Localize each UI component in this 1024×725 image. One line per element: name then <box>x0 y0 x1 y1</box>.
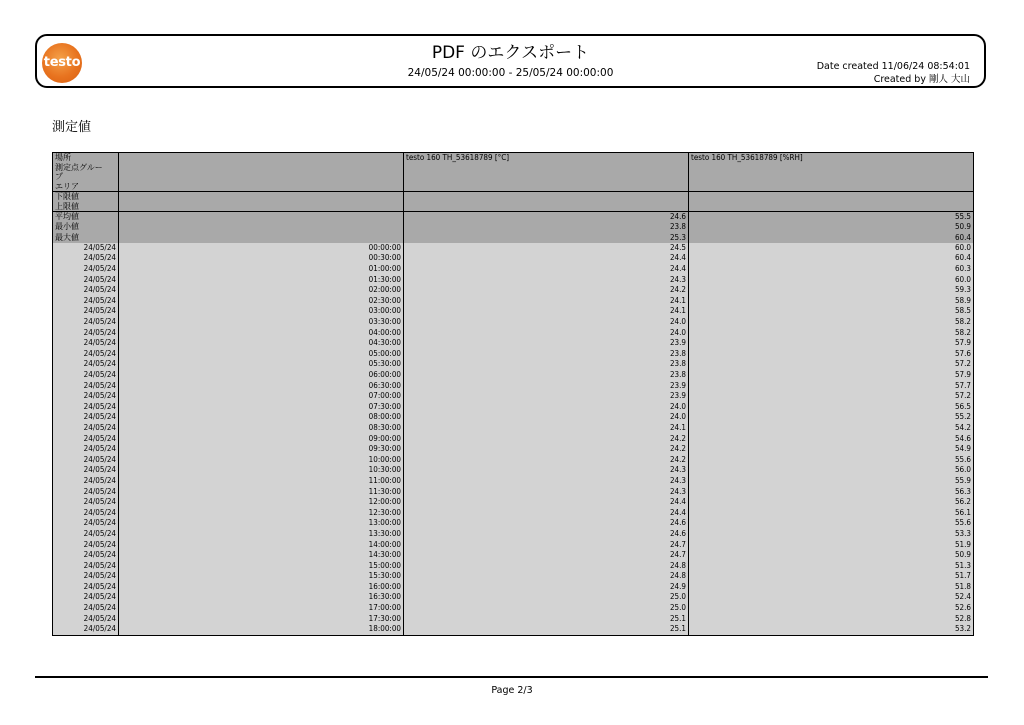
cell-date: 24/05/24 <box>53 423 119 434</box>
cell-hum: 57.2 <box>689 359 974 370</box>
cell-hum: 55.2 <box>689 412 974 423</box>
table-row <box>53 349 974 360</box>
table-row <box>53 264 974 275</box>
cell-date: 24/05/24 <box>53 338 119 349</box>
cell-time: 08:30:00 <box>119 423 404 434</box>
cell-temp: 24.2 <box>404 285 689 296</box>
limit-labels-cell <box>53 192 119 212</box>
cell-time: 13:30:00 <box>119 529 404 540</box>
cell-hum: 52.8 <box>689 614 974 625</box>
cell-date: 24/05/24 <box>53 328 119 339</box>
cell-temp: 25.1 <box>404 624 689 635</box>
cell-temp: 23.8 <box>404 370 689 381</box>
table-header-row <box>53 153 974 192</box>
cell-date: 24/05/24 <box>53 476 119 487</box>
cell-hum: 55.9 <box>689 476 974 487</box>
cell-date: 24/05/24 <box>53 412 119 423</box>
cell-time: 13:00:00 <box>119 518 404 529</box>
cell-time: 17:00:00 <box>119 603 404 614</box>
cell-hum: 56.3 <box>689 487 974 498</box>
cell-hum: 51.7 <box>689 571 974 582</box>
cell-hum: 51.9 <box>689 540 974 551</box>
cell-date: 24/05/24 <box>53 624 119 635</box>
cell-time: 10:00:00 <box>119 455 404 466</box>
cell-time: 14:30:00 <box>119 550 404 561</box>
table-row <box>53 508 974 519</box>
cell-date: 24/05/24 <box>53 359 119 370</box>
cell-time: 01:00:00 <box>119 264 404 275</box>
table-row <box>53 497 974 508</box>
label-group-cont: プ <box>55 172 63 181</box>
header-hum-cell: testo 160 TH_53618789 [%RH] <box>689 153 974 192</box>
cell-date: 24/05/24 <box>53 444 119 455</box>
cell-temp: 24.3 <box>404 465 689 476</box>
table-row <box>53 370 974 381</box>
cell-temp: 24.7 <box>404 540 689 551</box>
cell-time: 00:00:00 <box>119 243 404 254</box>
cell-time: 06:00:00 <box>119 370 404 381</box>
cell-date: 24/05/24 <box>53 296 119 307</box>
label-area: エリア <box>55 181 79 191</box>
table-row <box>53 434 974 445</box>
limit-empty-cell <box>119 192 404 212</box>
table-row <box>53 402 974 413</box>
cell-date: 24/05/24 <box>53 540 119 551</box>
cell-time: 11:00:00 <box>119 476 404 487</box>
cell-time: 05:30:00 <box>119 359 404 370</box>
cell-temp: 23.9 <box>404 391 689 402</box>
cell-hum: 59.3 <box>689 285 974 296</box>
label-average: 平均値 <box>55 212 79 221</box>
hum-maximum: 60.4 <box>954 232 971 242</box>
stats-row <box>53 212 974 243</box>
cell-time: 09:30:00 <box>119 444 404 455</box>
cell-time: 16:00:00 <box>119 582 404 593</box>
cell-temp: 24.8 <box>404 571 689 582</box>
cell-temp: 23.9 <box>404 338 689 349</box>
table-row <box>53 550 974 561</box>
cell-hum: 58.2 <box>689 328 974 339</box>
cell-temp: 24.4 <box>404 497 689 508</box>
cell-temp: 24.3 <box>404 487 689 498</box>
cell-date: 24/05/24 <box>53 518 119 529</box>
cell-date: 24/05/24 <box>53 381 119 392</box>
cell-date: 24/05/24 <box>53 561 119 572</box>
cell-hum: 57.9 <box>689 338 974 349</box>
stats-hum-cell <box>689 212 974 243</box>
label-location: 場所 <box>55 153 71 162</box>
stats-labels-cell <box>53 212 119 243</box>
cell-time: 02:00:00 <box>119 285 404 296</box>
date-range: 24/05/24 00:00:00 - 25/05/24 00:00:00 <box>407 67 614 79</box>
hum-average: 55.5 <box>954 212 971 221</box>
date-created: Date created 11/06/24 08:54:01 <box>816 61 970 72</box>
cell-hum: 52.4 <box>689 592 974 603</box>
cell-date: 24/05/24 <box>53 487 119 498</box>
cell-temp: 24.2 <box>404 434 689 445</box>
cell-date: 24/05/24 <box>53 243 119 254</box>
cell-hum: 56.0 <box>689 465 974 476</box>
temp-minimum: 23.8 <box>669 222 686 232</box>
cell-hum: 55.6 <box>689 518 974 529</box>
cell-time: 07:30:00 <box>119 402 404 413</box>
table-row <box>53 465 974 476</box>
table-row <box>53 518 974 529</box>
created-by: Created by 剛人 大山 <box>873 74 970 85</box>
cell-temp: 24.7 <box>404 550 689 561</box>
table-row <box>53 444 974 455</box>
cell-hum: 58.5 <box>689 306 974 317</box>
cell-temp: 24.2 <box>404 444 689 455</box>
table-row <box>53 476 974 487</box>
cell-hum: 53.2 <box>689 624 974 635</box>
cell-date: 24/05/24 <box>53 529 119 540</box>
cell-hum: 56.5 <box>689 402 974 413</box>
table-row <box>53 561 974 572</box>
table-row <box>53 529 974 540</box>
cell-time: 04:00:00 <box>119 328 404 339</box>
limits-row <box>53 192 974 212</box>
cell-hum: 58.2 <box>689 317 974 328</box>
cell-temp: 24.9 <box>404 582 689 593</box>
cell-date: 24/05/24 <box>53 571 119 582</box>
cell-temp: 25.1 <box>404 614 689 625</box>
cell-temp: 24.0 <box>404 412 689 423</box>
table-row <box>53 455 974 466</box>
table-row <box>53 571 974 582</box>
report-meta <box>817 60 970 86</box>
cell-time: 12:30:00 <box>119 508 404 519</box>
table-row <box>53 338 974 349</box>
cell-time: 03:30:00 <box>119 317 404 328</box>
cell-temp: 24.6 <box>404 529 689 540</box>
cell-date: 24/05/24 <box>53 550 119 561</box>
cell-temp: 23.8 <box>404 359 689 370</box>
table-row <box>53 582 974 593</box>
cell-temp: 23.8 <box>404 349 689 360</box>
table-row <box>53 359 974 370</box>
cell-temp: 24.0 <box>404 402 689 413</box>
cell-hum: 51.8 <box>689 582 974 593</box>
measurement-table <box>52 152 974 636</box>
cell-date: 24/05/24 <box>53 264 119 275</box>
stats-empty-cell <box>119 212 404 243</box>
cell-temp: 24.1 <box>404 296 689 307</box>
table-row <box>53 285 974 296</box>
cell-hum: 60.3 <box>689 264 974 275</box>
cell-date: 24/05/24 <box>53 455 119 466</box>
limit-hum-cell <box>689 192 974 212</box>
cell-hum: 55.6 <box>689 455 974 466</box>
cell-time: 10:30:00 <box>119 465 404 476</box>
cell-temp: 24.0 <box>404 317 689 328</box>
cell-time: 15:30:00 <box>119 571 404 582</box>
cell-temp: 24.3 <box>404 476 689 487</box>
table-row <box>53 296 974 307</box>
header-temp-cell: testo 160 TH_53618789 [°C] <box>404 153 689 192</box>
cell-temp: 24.1 <box>404 423 689 434</box>
cell-temp: 24.6 <box>404 518 689 529</box>
cell-date: 24/05/24 <box>53 497 119 508</box>
label-upper-limit: 上限値 <box>55 201 79 211</box>
header-labels-cell <box>53 153 119 192</box>
label-minimum: 最小値 <box>55 222 79 232</box>
cell-temp: 25.0 <box>404 603 689 614</box>
page-number: Page 2/3 <box>491 685 533 696</box>
cell-hum: 57.6 <box>689 349 974 360</box>
stats-temp-cell <box>404 212 689 243</box>
table-row <box>53 243 974 254</box>
cell-time: 17:30:00 <box>119 614 404 625</box>
cell-date: 24/05/24 <box>53 402 119 413</box>
cell-date: 24/05/24 <box>53 582 119 593</box>
cell-time: 15:00:00 <box>119 561 404 572</box>
cell-time: 05:00:00 <box>119 349 404 360</box>
label-lower-limit: 下限値 <box>55 192 79 201</box>
cell-time: 18:00:00 <box>119 624 404 635</box>
document-title: PDF のエクスポート <box>431 43 590 63</box>
table-row <box>53 306 974 317</box>
cell-time: 12:00:00 <box>119 497 404 508</box>
cell-time: 08:00:00 <box>119 412 404 423</box>
cell-date: 24/05/24 <box>53 253 119 264</box>
cell-time: 11:30:00 <box>119 487 404 498</box>
cell-temp: 23.9 <box>404 381 689 392</box>
table-row <box>53 253 974 264</box>
table-row <box>53 540 974 551</box>
cell-hum: 52.6 <box>689 603 974 614</box>
cell-date: 24/05/24 <box>53 465 119 476</box>
cell-time: 09:00:00 <box>119 434 404 445</box>
table-row <box>53 412 974 423</box>
cell-time: 07:00:00 <box>119 391 404 402</box>
cell-hum: 60.0 <box>689 275 974 286</box>
footer-divider <box>35 676 988 678</box>
cell-time: 16:30:00 <box>119 592 404 603</box>
cell-hum: 51.3 <box>689 561 974 572</box>
cell-date: 24/05/24 <box>53 275 119 286</box>
cell-date: 24/05/24 <box>53 306 119 317</box>
cell-hum: 56.1 <box>689 508 974 519</box>
cell-date: 24/05/24 <box>53 508 119 519</box>
section-title: 測定値 <box>52 120 92 135</box>
cell-time: 02:30:00 <box>119 296 404 307</box>
cell-temp: 24.1 <box>404 306 689 317</box>
table-row <box>53 275 974 286</box>
table-row <box>53 592 974 603</box>
cell-date: 24/05/24 <box>53 317 119 328</box>
cell-hum: 57.9 <box>689 370 974 381</box>
limit-temp-cell <box>404 192 689 212</box>
table-row <box>53 603 974 614</box>
cell-hum: 57.2 <box>689 391 974 402</box>
table-row <box>53 317 974 328</box>
cell-time: 14:00:00 <box>119 540 404 551</box>
report-header <box>35 34 986 88</box>
cell-hum: 50.9 <box>689 550 974 561</box>
cell-date: 24/05/24 <box>53 391 119 402</box>
cell-hum: 53.3 <box>689 529 974 540</box>
cell-date: 24/05/24 <box>53 370 119 381</box>
table-row <box>53 381 974 392</box>
cell-time: 04:30:00 <box>119 338 404 349</box>
cell-hum: 60.4 <box>689 253 974 264</box>
cell-temp: 24.2 <box>404 455 689 466</box>
cell-time: 06:30:00 <box>119 381 404 392</box>
cell-date: 24/05/24 <box>53 614 119 625</box>
cell-date: 24/05/24 <box>53 349 119 360</box>
cell-hum: 57.7 <box>689 381 974 392</box>
cell-temp: 24.3 <box>404 275 689 286</box>
cell-hum: 56.2 <box>689 497 974 508</box>
table-row <box>53 328 974 339</box>
cell-temp: 24.4 <box>404 508 689 519</box>
cell-date: 24/05/24 <box>53 592 119 603</box>
temp-average: 24.6 <box>669 212 686 221</box>
cell-temp: 24.0 <box>404 328 689 339</box>
cell-hum: 60.0 <box>689 243 974 254</box>
cell-hum: 54.2 <box>689 423 974 434</box>
cell-temp: 24.4 <box>404 253 689 264</box>
label-group: 測定点グルー <box>55 162 103 172</box>
cell-temp: 24.4 <box>404 264 689 275</box>
cell-temp: 25.0 <box>404 592 689 603</box>
table-row <box>53 614 974 625</box>
cell-temp: 24.8 <box>404 561 689 572</box>
cell-hum: 54.9 <box>689 444 974 455</box>
table-row <box>53 624 974 635</box>
header-empty-cell <box>119 153 404 192</box>
cell-date: 24/05/24 <box>53 603 119 614</box>
cell-time: 01:30:00 <box>119 275 404 286</box>
cell-time: 00:30:00 <box>119 253 404 264</box>
cell-hum: 54.6 <box>689 434 974 445</box>
label-maximum: 最大値 <box>55 232 79 242</box>
cell-date: 24/05/24 <box>53 434 119 445</box>
table-row <box>53 391 974 402</box>
logo-text: testo <box>43 55 81 70</box>
table-row <box>53 487 974 498</box>
table-row <box>53 423 974 434</box>
cell-temp: 24.5 <box>404 243 689 254</box>
cell-hum: 58.9 <box>689 296 974 307</box>
temp-maximum: 25.3 <box>669 232 686 242</box>
hum-minimum: 50.9 <box>954 222 971 232</box>
cell-date: 24/05/24 <box>53 285 119 296</box>
cell-time: 03:00:00 <box>119 306 404 317</box>
